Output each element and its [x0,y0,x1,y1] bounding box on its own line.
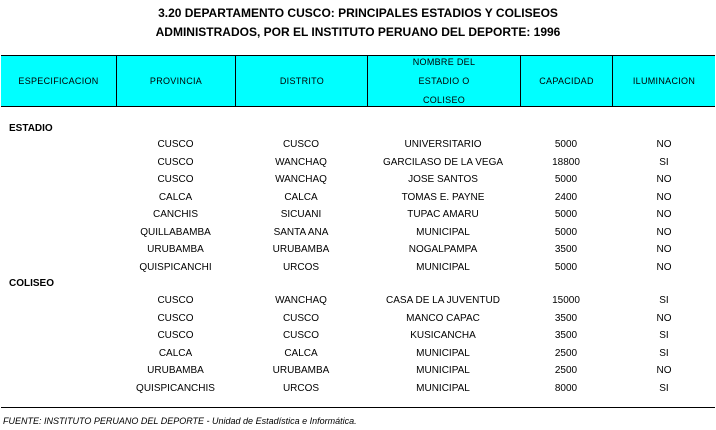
cell-nombre: NOGALPAMPA [408,244,478,255]
cell-provincia: URUBAMBA [147,365,204,376]
cell-capacidad: 5000 [554,174,578,185]
cell-capacidad: 15000 [552,295,580,306]
cell-iluminacion: NO [656,192,672,203]
cell-iluminacion: NO [656,174,672,185]
cell-nombre: MUNICIPAL [416,227,470,238]
cell-nombre: GARCILASO DE LA VEGA [382,157,504,168]
cell-distrito: CUSCO [282,139,320,150]
cell-iluminacion: NO [656,227,672,238]
header-nombre-line-3: COLISEO [422,94,466,105]
cell-capacidad: 5000 [554,262,578,273]
cell-capacidad: 8000 [554,383,578,394]
cell-provincia: QUILLABAMBA [140,227,211,238]
cell-iluminacion: NO [656,262,672,273]
cell-nombre: MUNICIPAL [416,348,470,359]
header-especificacion: ESPECIFICACION [1,56,117,106]
cell-distrito: URUBAMBA [272,365,330,376]
cell-provincia: URUBAMBA [147,244,204,255]
cell-distrito: WANCHAQ [275,295,327,306]
cell-nombre: JOSE SANTOS [408,174,478,185]
cell-iluminacion: SI [659,295,669,306]
cell-iluminacion: SI [659,330,669,341]
cell-nombre: TUPAC AMARU [407,209,479,220]
section-label: COLISEO [9,278,55,289]
cell-provincia: CUSCO [157,139,194,150]
section-label: ESTADIO [9,123,53,134]
cell-nombre: UNIVERSITARIO [404,139,482,150]
cell-iluminacion: NO [656,139,672,150]
header-nombre-line-1: NOMBRE DEL [412,56,476,67]
cell-distrito: URUBAMBA [272,244,330,255]
cell-iluminacion: SI [659,383,669,394]
cell-capacidad: 2500 [554,348,578,359]
cell-distrito: URCOS [282,262,320,273]
cell-provincia: QUISPICANCHI [139,262,212,273]
cell-distrito: WANCHAQ [275,174,327,185]
cell-provincia: CALCA [158,192,193,203]
table-header [1,55,715,107]
cell-distrito: WANCHAQ [275,157,327,168]
cell-nombre: CASA DE LA JUVENTUD [386,295,500,306]
cell-nombre: MUNICIPAL [416,365,470,376]
cell-provincia: CUSCO [157,313,194,324]
header-capacidad: CAPACIDAD [521,56,613,106]
header-iluminacion: ILUMINACION [632,75,696,86]
cell-nombre: MUNICIPAL [416,262,470,273]
header-distrito: DISTRITO [279,75,325,86]
cell-nombre: KUSICANCHA [410,330,476,341]
cell-distrito: CALCA [284,192,318,203]
table-title-line-1: 3.20 DEPARTAMENTO CUSCO: PRINCIPALES ESTADIOS Y COLISEOS [158,6,558,20]
cell-iluminacion: NO [656,365,672,376]
cell-provincia: QUISPICANCHIS [136,383,215,394]
cell-capacidad: 3500 [554,313,578,324]
cell-distrito: CUSCO [282,330,320,341]
cell-provincia: CUSCO [157,174,194,185]
cell-provincia: CUSCO [157,295,194,306]
cell-nombre: MANCO CAPAC [406,313,480,324]
cell-provincia: CUSCO [157,157,194,168]
table-title-line-2: ADMINISTRADOS, POR EL INSTITUTO PERUANO DEL DEPORTE: 1996 [155,25,561,39]
cell-capacidad: 2400 [554,192,578,203]
cell-distrito: URCOS [282,383,320,394]
header-nombre-line-2: ESTADIO O [418,75,470,86]
cell-distrito: CUSCO [282,313,320,324]
cell-nombre: TOMAS E. PAYNE [401,192,485,203]
cell-iluminacion: NO [656,244,672,255]
cell-iluminacion: SI [659,157,669,168]
cell-distrito: CALCA [284,348,318,359]
cell-provincia: CUSCO [157,330,194,341]
cell-iluminacion: NO [656,313,672,324]
cell-capacidad: 3500 [554,330,578,341]
cell-capacidad: 5000 [554,139,578,150]
cell-capacidad: 5000 [554,209,578,220]
cell-capacidad: 3500 [554,244,578,255]
cell-iluminacion: SI [659,348,669,359]
cell-distrito: SANTA ANA [273,227,329,238]
cell-distrito: SICUANI [280,209,322,220]
cell-capacidad: 18800 [552,157,580,168]
cell-provincia: CALCA [158,348,193,359]
header-nombre [367,56,521,106]
cell-capacidad: 5000 [554,227,578,238]
cell-iluminacion: NO [656,209,672,220]
cell-provincia: CANCHIS [152,209,198,220]
cell-capacidad: 2500 [554,365,578,376]
footer-divider [1,407,715,408]
header-provincia: PROVINCIA [117,56,236,106]
source-footnote: FUENTE: INSTITUTO PERUANO DEL DEPORTE - Unidad de Estadística e Informática. [3,416,357,426]
cell-nombre: MUNICIPAL [416,383,470,394]
